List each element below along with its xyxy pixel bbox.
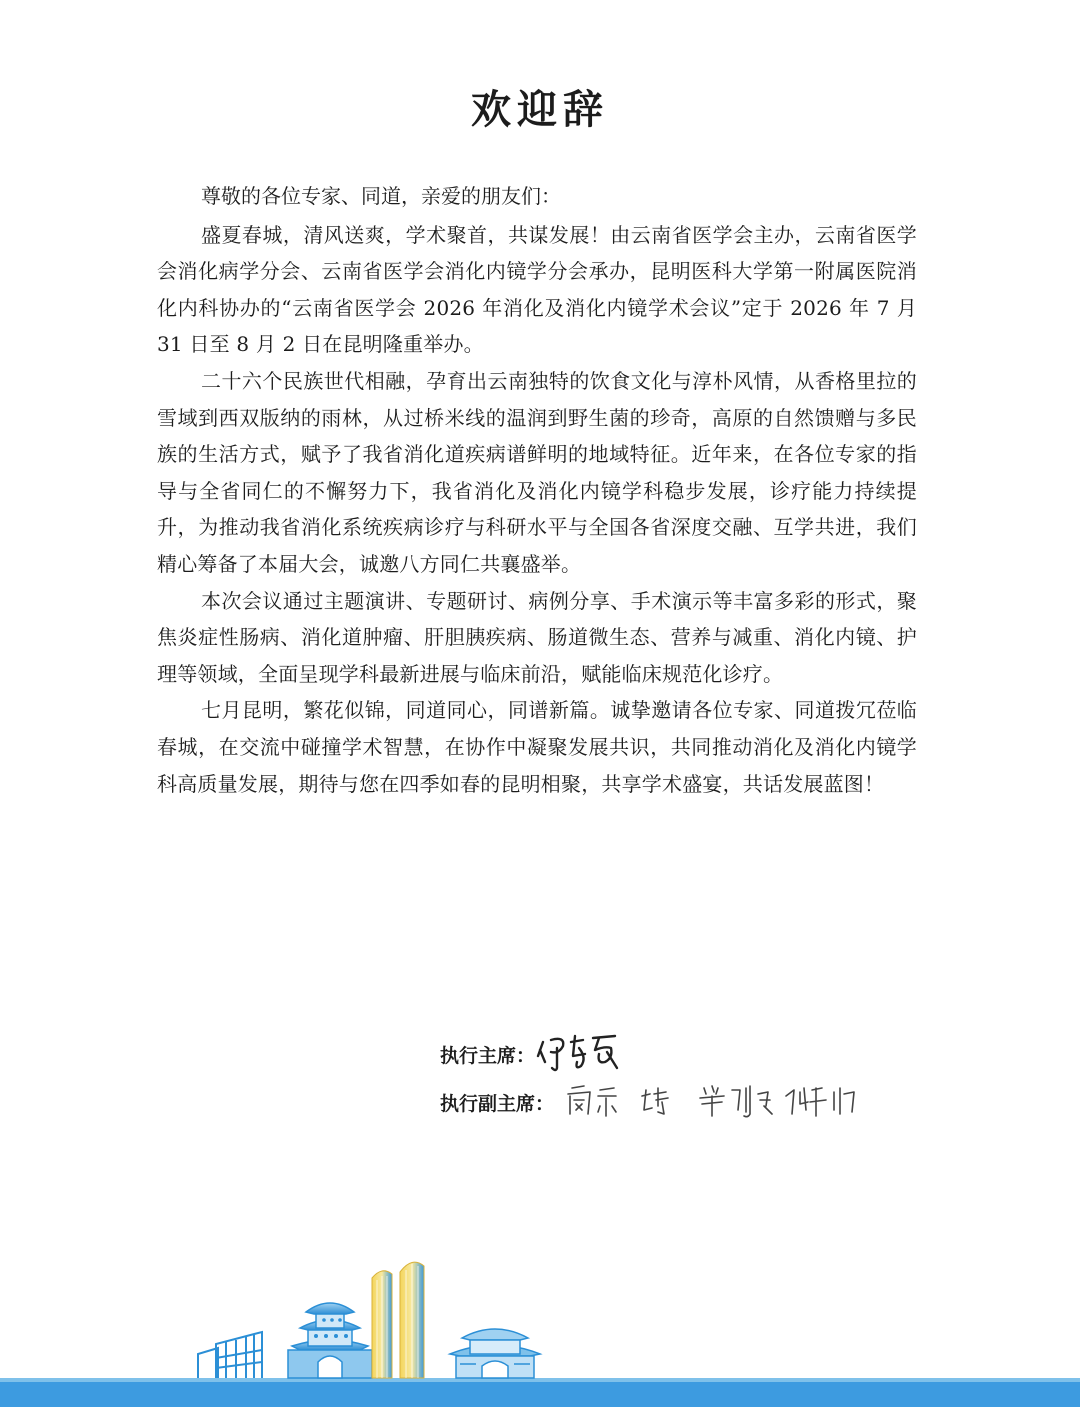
- page-title: 欢迎辞: [471, 87, 609, 133]
- letter-body: [157, 178, 917, 802]
- salutation: 尊敬的各位专家、同道，亲爱的朋友们：: [201, 184, 561, 208]
- paragraph: 七月昆明，繁花似锦，同道同心，同谱新篇。诚挚邀请各位专家、同道拨冗莅临春城，在交流中碰撞学术智慧，在协作中凝聚发展共识，共同推动消化及消化内镜学科高质量发展，期待与您在四季如春的昆明相聚，共享学术盛宴，共话发展蓝图！: [157, 698, 917, 796]
- vice-chair-row: [440, 1078, 940, 1126]
- chair-label: 执行主席：: [440, 1044, 536, 1067]
- paragraph: 本次会议通过主题演讲、专题研讨、病例分享、手术演示等丰富多彩的形式，聚焦炎症性肠病、消化道肿瘤、肝胆胰疾病、肠道微生态、营养与减重、消化内镜、护理等领域，全面呈现学科最新进展与临床前沿，赋能临床规范化诊疗。: [157, 588, 917, 686]
- chair-row: [440, 1030, 940, 1078]
- paragraph: 盛夏春城，清风送爽，学术聚首，共谋发展！由云南省医学会主办，云南省医学会消化病学分会、云南省医学会消化内镜学分会承办，昆明医科大学第一附属医院消化内科协办的“云南省医学会 2026 年消化及消化内镜学术会议”定于 2026 年 7 月 31 日至 8 月 2 日在昆明隆重举办。: [157, 222, 917, 357]
- chair-signature: [535, 1032, 665, 1076]
- paragraph: 二十六个民族世代相融，孕育出云南独特的饮食文化与淳朴风情，从香格里拉的雪域到西双版纳的雨林，从过桥米线的温润到野生菌的珍奇，高原的自然馈赠与多民族的生活方式，赋予了我省消化道疾病谱鲜明的地域特征。近年来，在各位专家的指导与全省同仁的不懈努力下，我省消化及消化内镜学科稳步发展，诊疗能力持续提升，为推动我省消化系统疾病诊疗与科研水平与全国各省深度交融、互学共进，我们精心筹备了本届大会，诚邀八方同仁共襄盛举。: [157, 368, 917, 576]
- city-skyline-illustration: [0, 1250, 1080, 1407]
- signature-block: [440, 1030, 940, 1126]
- vice-chair-signatures: [554, 1080, 894, 1124]
- vice-chair-label: 执行副主席：: [440, 1092, 555, 1115]
